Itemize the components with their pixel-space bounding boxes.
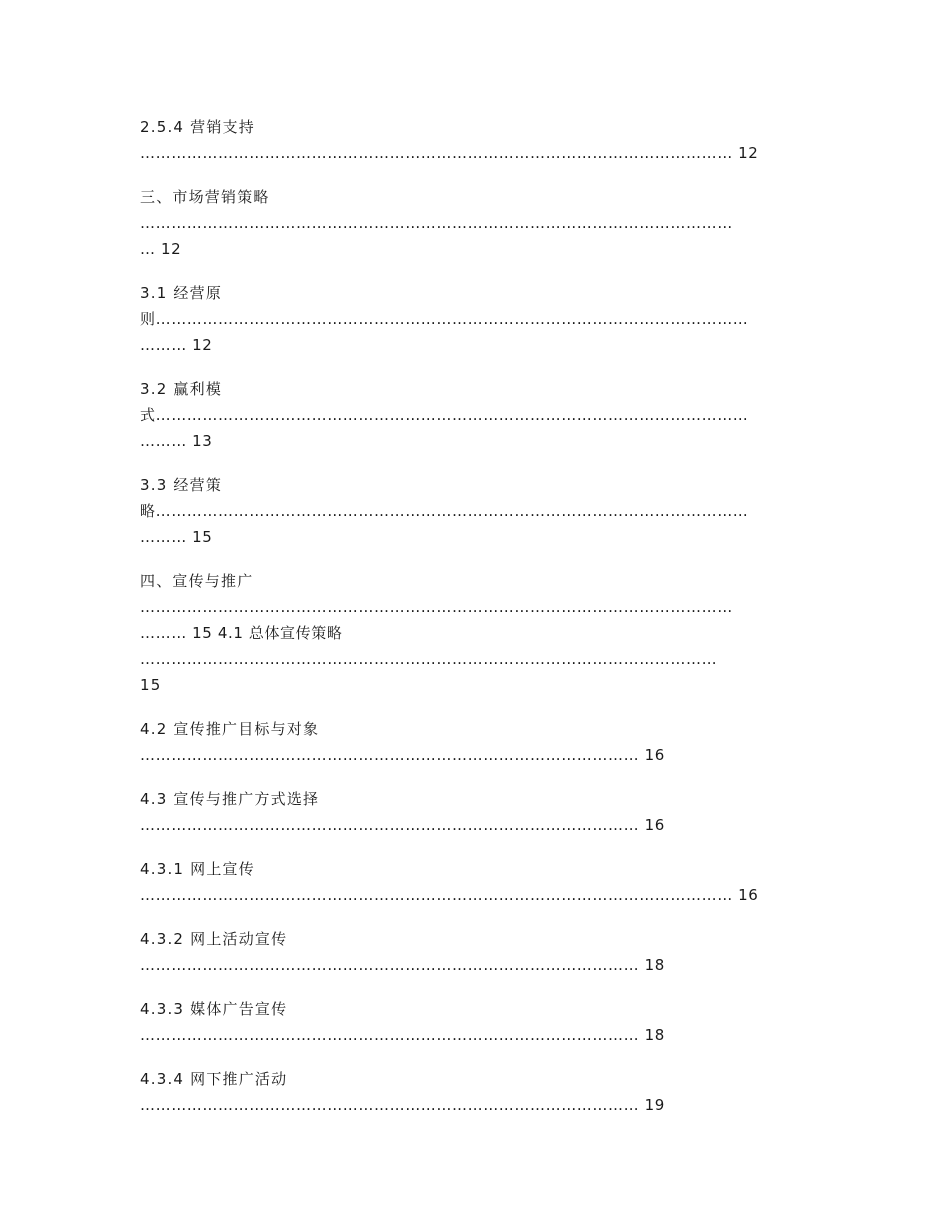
toc-entry-3-2[interactable] — [140, 376, 810, 454]
toc-page-number: 15 — [140, 676, 162, 694]
toc-leader-page: … 12 — [140, 240, 182, 258]
toc-entry-title-cont: 则…………………………………………………………………………………………………… — [140, 310, 749, 328]
toc-leader-page: …………………………………………………………………………………………………… 12 — [140, 144, 759, 162]
toc-entry-2-5-4[interactable] — [140, 114, 810, 166]
toc-leader: …………………………………………………………………………………………………… — [140, 214, 733, 232]
toc-entry-4-3[interactable] — [140, 786, 810, 838]
toc-entry-title: 四、宣传与推广 — [140, 572, 254, 590]
toc-leader-page: ……… 12 — [140, 336, 213, 354]
toc-entry-title: 2.5.4 营销支持 — [140, 118, 255, 136]
toc-entry-3-1[interactable] — [140, 280, 810, 358]
toc-entry-title: 4.2 宣传推广目标与对象 — [140, 720, 320, 738]
toc-leader-page: …………………………………………………………………………………… 16 — [140, 746, 665, 764]
toc-leader-page: …………………………………………………………………………………………………… 16 — [140, 886, 759, 904]
toc-entry-title-cont: 式…………………………………………………………………………………………………… — [140, 406, 749, 424]
toc-entry-title: 4.3.4 网下推广活动 — [140, 1070, 288, 1088]
toc-leader-page: …………………………………………………………………………………… 19 — [140, 1096, 665, 1114]
toc-entry-title: 4.3.3 媒体广告宣传 — [140, 1000, 288, 1018]
toc-leader: ………………………………………………………………………………………………… — [140, 650, 718, 668]
toc-entry-title: 三、市场营销策略 — [140, 188, 270, 206]
toc-entry-4-3-3[interactable] — [140, 996, 810, 1048]
toc-leader-page: …………………………………………………………………………………… 16 — [140, 816, 665, 834]
toc-entry-4-3-2[interactable] — [140, 926, 810, 978]
toc-entry-title: 4.3.2 网上活动宣传 — [140, 930, 288, 948]
toc-leader-page: …………………………………………………………………………………… 18 — [140, 956, 665, 974]
toc-leader: …………………………………………………………………………………………………… — [140, 598, 733, 616]
toc-entry-4-2[interactable] — [140, 716, 810, 768]
toc-entry-title: 4.3.1 网上宣传 — [140, 860, 255, 878]
toc-entry-4-3-4[interactable] — [140, 1066, 810, 1118]
toc-entry-title: 4.3 宣传与推广方式选择 — [140, 790, 320, 808]
toc-entry-3[interactable] — [140, 184, 810, 262]
toc-entry-title: 3.3 经营策 — [140, 476, 223, 494]
toc-entry-3-3[interactable] — [140, 472, 810, 550]
toc-entry-title: 3.1 经营原 — [140, 284, 223, 302]
toc-leader-page: ……… 15 — [140, 528, 213, 546]
toc-entry-title: 3.2 赢利模 — [140, 380, 223, 398]
toc-entry-title-cont: 略…………………………………………………………………………………………………… — [140, 502, 749, 520]
toc-entry-4-3-1[interactable] — [140, 856, 810, 908]
toc-leader-page: …………………………………………………………………………………… 18 — [140, 1026, 665, 1044]
toc-leader-page: ……… 13 — [140, 432, 213, 450]
toc-entry-4[interactable] — [140, 568, 810, 698]
toc-leader-page-with-4-1: ……… 15 4.1 总体宣传策略 — [140, 624, 343, 642]
table-of-contents — [140, 114, 810, 1118]
